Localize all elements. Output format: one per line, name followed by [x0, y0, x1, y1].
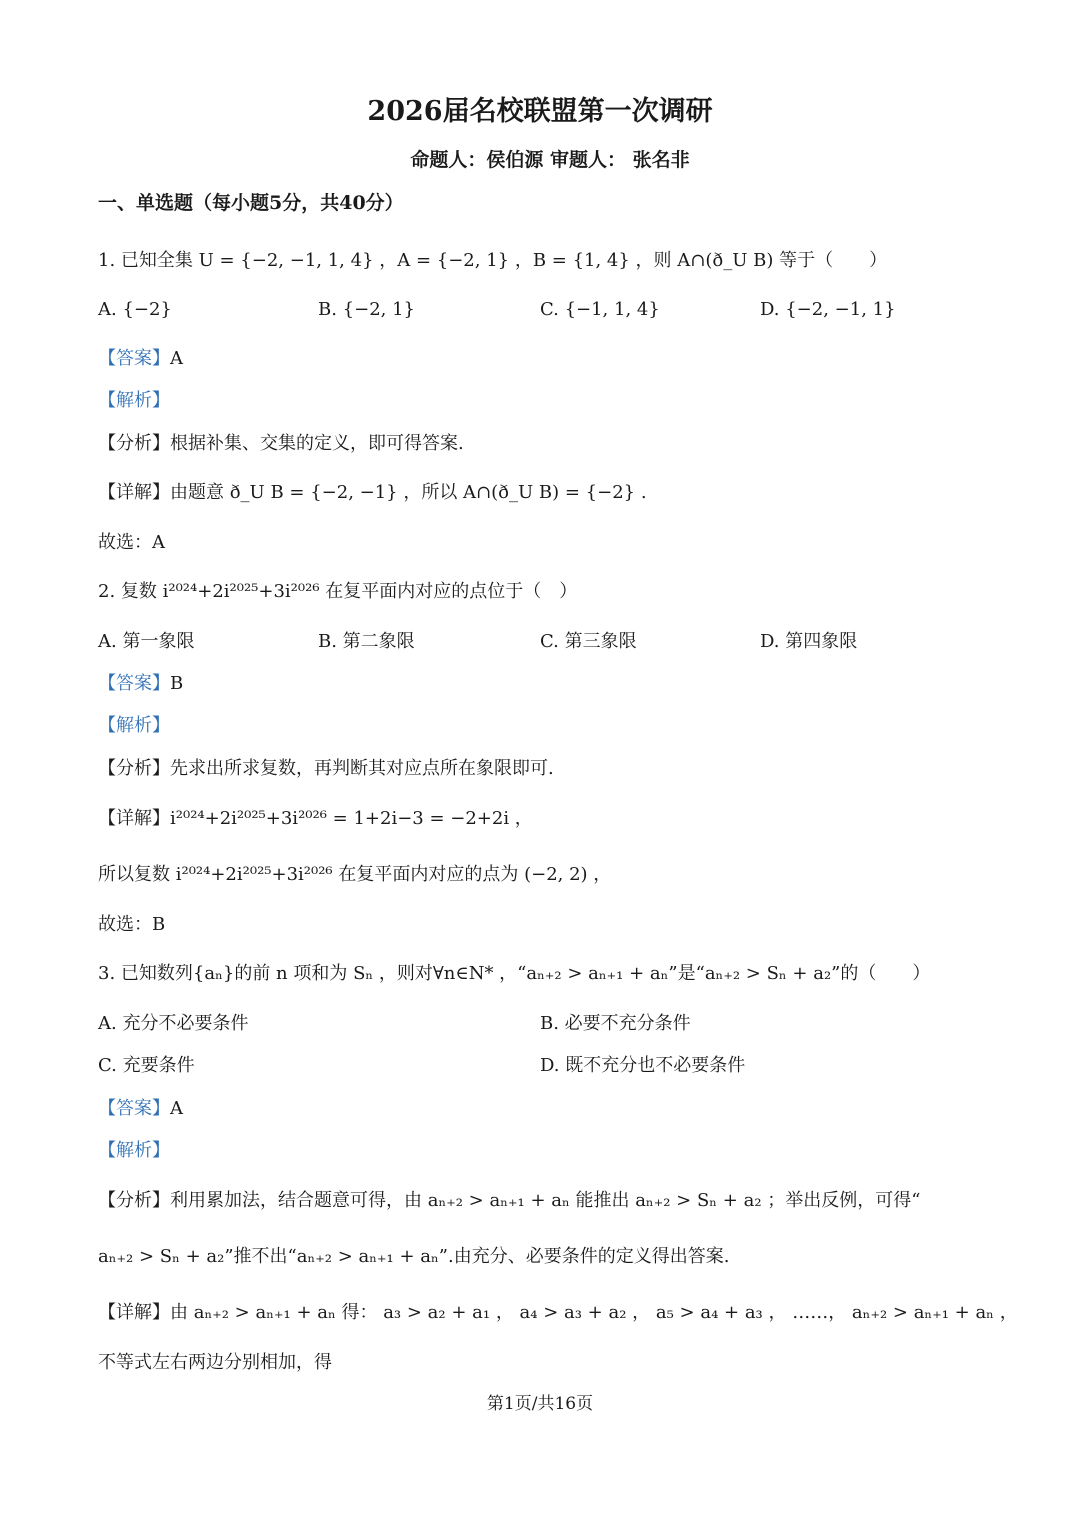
- q3-detail: [98, 1299, 1018, 1327]
- q3-fenxi: [98, 1187, 920, 1215]
- question-2-stem: 2. 复数 i²⁰²⁴+2i²⁰²⁵+3i²⁰²⁶ 在复平面内对应的点位于（ ）: [98, 581, 578, 602]
- q1-analysis-tag: 【解析】: [98, 390, 170, 411]
- fenxi-tag: 【分析】: [98, 433, 170, 454]
- q2-detail-2: 所以复数 i²⁰²⁴+2i²⁰²⁵+3i²⁰²⁶ 在复平面内对应的点为 (−2, 2) ，: [98, 864, 612, 885]
- answer-value: A: [170, 348, 183, 369]
- q3-fenxi-2: aₙ₊₂ > Sₙ + a₂”推不出“aₙ₊₂ > aₙ₊₁ + aₙ”.由充分、必要条件的定义得出答案.: [98, 1246, 730, 1267]
- answer-tag: 【答案】: [98, 348, 170, 369]
- page-footer: 第1页/共16页: [486, 1394, 594, 1414]
- q1-option-d: D. {−2, −1, 1}: [760, 299, 896, 320]
- q3-option-a: A. 充分不必要条件: [98, 1013, 249, 1034]
- fenxi-text: 根据补集、交集的定义，即可得答案.: [170, 433, 464, 454]
- q3-option-d: D. 既不充分也不必要条件: [540, 1055, 746, 1076]
- q3-answer: [98, 1095, 183, 1123]
- q1-option-b: B. {−2, 1}: [318, 299, 416, 320]
- q2-fenxi: [98, 755, 554, 783]
- detail-tag: 【详解】: [98, 482, 170, 503]
- q1-option-c: C. {−1, 1, 4}: [540, 299, 660, 320]
- q3-option-c: C. 充要条件: [98, 1055, 195, 1076]
- detail-tag: 【详解】: [98, 808, 170, 829]
- q2-analysis-tag: 【解析】: [98, 715, 170, 736]
- q2-answer: [98, 670, 183, 698]
- fenxi-text: 利用累加法，结合题意可得，由 aₙ₊₂ > aₙ₊₁ + aₙ 能推出 aₙ₊₂ > Sₙ + a₂ ；举出反例，可得“: [170, 1190, 921, 1211]
- q3-option-b: B. 必要不充分条件: [540, 1013, 691, 1034]
- fenxi-tag: 【分析】: [98, 1190, 170, 1211]
- detail-tag: 【详解】: [98, 1302, 170, 1323]
- answer-value: A: [170, 1098, 183, 1119]
- detail-text: 由题意 ð_U B = {−2, −1} ，所以 A∩(ð_U B) = {−2} .: [170, 482, 647, 503]
- authors-line: 命题人：侯伯源 审题人： 张名非: [410, 149, 690, 171]
- q2-option-a: A. 第一象限: [98, 631, 195, 652]
- answer-tag: 【答案】: [98, 1098, 170, 1119]
- section-heading: 一、单选题（每小题5分，共40分）: [98, 192, 404, 214]
- q2-option-b: B. 第二象限: [318, 631, 415, 652]
- q1-choice: 故选：A: [98, 532, 165, 553]
- q1-detail: [98, 479, 647, 507]
- q1-answer: [98, 345, 183, 373]
- q2-option-c: C. 第三象限: [540, 631, 637, 652]
- question-1-stem: 1. 已知全集 U = {−2, −1, 1, 4} ，A = {−2, 1} ，B = {1, 4} ，则 A∩(ð_U B) 等于（ ）: [98, 250, 888, 271]
- q1-option-a: A. {−2}: [98, 299, 172, 320]
- answer-tag: 【答案】: [98, 673, 170, 694]
- q1-fenxi: [98, 430, 464, 458]
- q2-detail: [98, 805, 533, 833]
- fenxi-tag: 【分析】: [98, 758, 170, 779]
- q2-option-d: D. 第四象限: [760, 631, 858, 652]
- q3-detail-2: 不等式左右两边分别相加，得: [98, 1352, 332, 1373]
- q2-choice: 故选：B: [98, 914, 166, 935]
- page-title: 2026届名校联盟第一次调研: [367, 96, 713, 127]
- answer-value: B: [170, 673, 184, 694]
- fenxi-text: 先求出所求复数，再判断其对应点所在象限即可.: [170, 758, 554, 779]
- detail-text: 由 aₙ₊₂ > aₙ₊₁ + aₙ 得： a₃ > a₂ + a₁ ， a₄ > a₃ + a₂ ， a₅ > a₄ + a₃ ， ……， aₙ₊₂ > aₙ₊₁ + aₙ ，: [170, 1302, 1018, 1323]
- question-3-stem: 3. 已知数列{aₙ}的前 n 项和为 Sₙ ，则对∀n∈N* ，“aₙ₊₂ > aₙ₊₁ + aₙ”是“aₙ₊₂ > Sₙ + a₂”的（ ）: [98, 963, 931, 984]
- q3-analysis-tag: 【解析】: [98, 1140, 170, 1161]
- detail-text: i²⁰²⁴+2i²⁰²⁵+3i²⁰²⁶ = 1+2i−3 = −2+2i ，: [170, 808, 533, 829]
